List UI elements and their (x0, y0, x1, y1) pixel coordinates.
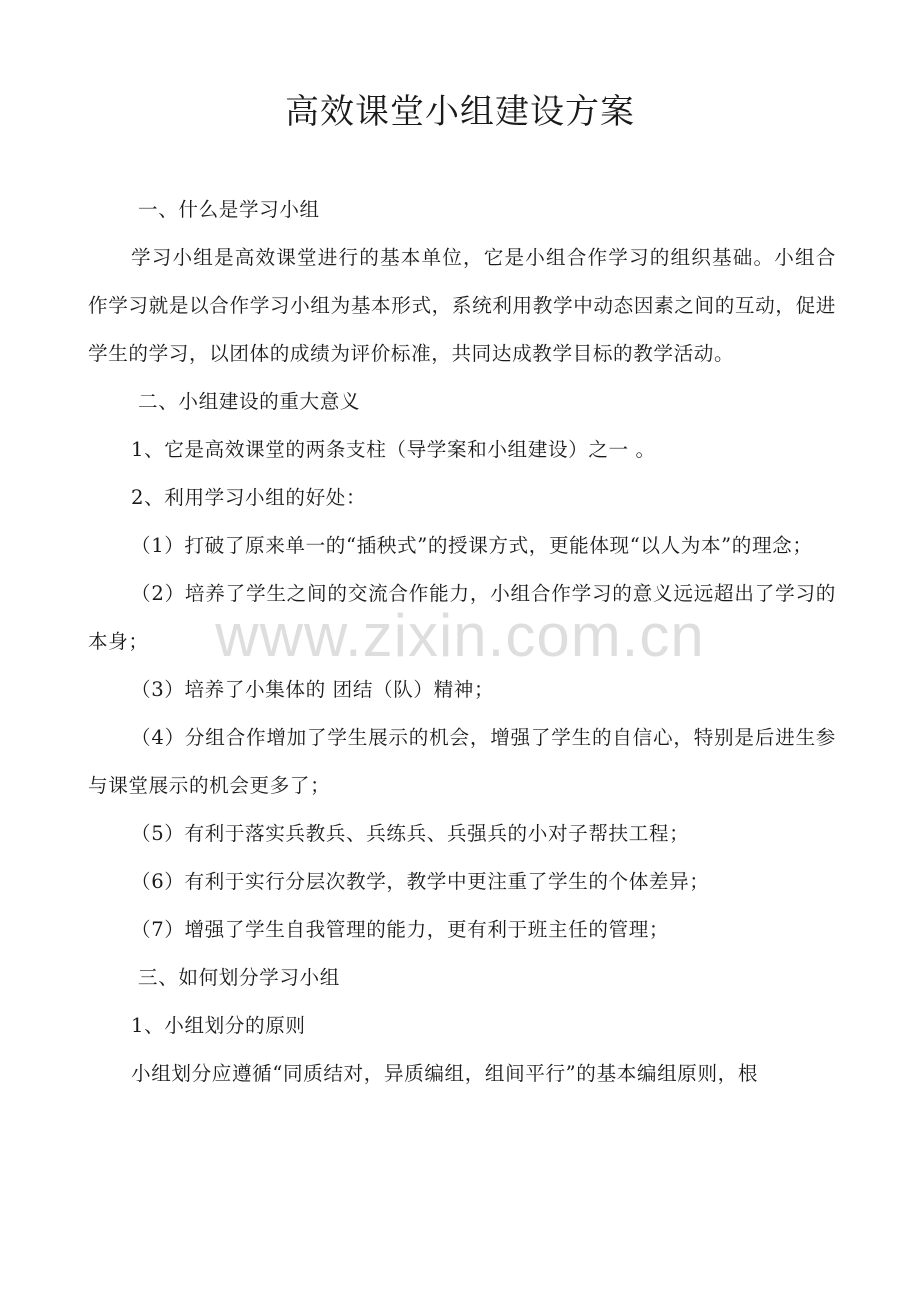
list-item: （7）增强了学生自我管理的能力，更有利于班主任的管理； (131, 918, 670, 941)
list-item: （3）培养了小集体的 团结（队）精神； (131, 678, 495, 701)
paragraph: 2、利用学习小组的好处： (131, 486, 367, 509)
watermark: www.zixin.com.cn (215, 602, 705, 669)
section-heading: 三、如何划分学习小组 (138, 966, 340, 989)
list-item: （5）有利于落实兵教兵、兵练兵、兵强兵的小对子帮扶工程； (131, 822, 690, 845)
list-item: （6）有利于实行分层次教学，教学中更注重了学生的个体差异； (131, 870, 710, 893)
section-heading: 二、小组建设的重大意义 (138, 390, 361, 413)
document-body (88, 186, 836, 1098)
paragraph: 1、它是高效课堂的两条支柱（导学案和小组建设）之一 。 (131, 438, 656, 461)
section-heading: 一、什么是学习小组 (138, 198, 320, 221)
document-title: 高效课堂小组建设方案 (285, 92, 635, 132)
subsection-heading: 1、小组划分的原则 (131, 1014, 306, 1037)
list-item: （1）打破了原来单一的“插秧式”的授课方式，更能体现“以人为本”的理念； (131, 534, 813, 557)
list-item: （4）分组合作增加了学生展示的机会，增强了学生的自信心，特别是后进生参与课堂展示的机会更多了； (88, 726, 836, 797)
list-item: （2）培养了学生之间的交流合作能力，小组合作学习的意义远远超出了学习的本身； (88, 582, 836, 653)
paragraph: 学习小组是高效课堂进行的基本单位，它是小组合作学习的组织基础。小组合作学习就是以合作学习小组为基本形式，系统利用教学中动态因素之间的互动，促进学生的学习，以团体的成绩为评价标准，共同达成教学目标的教学活动。 (88, 246, 836, 365)
paragraph: 小组划分应遵循“同质结对，异质编组，组间平行”的基本编组原则，根 (131, 1062, 759, 1085)
